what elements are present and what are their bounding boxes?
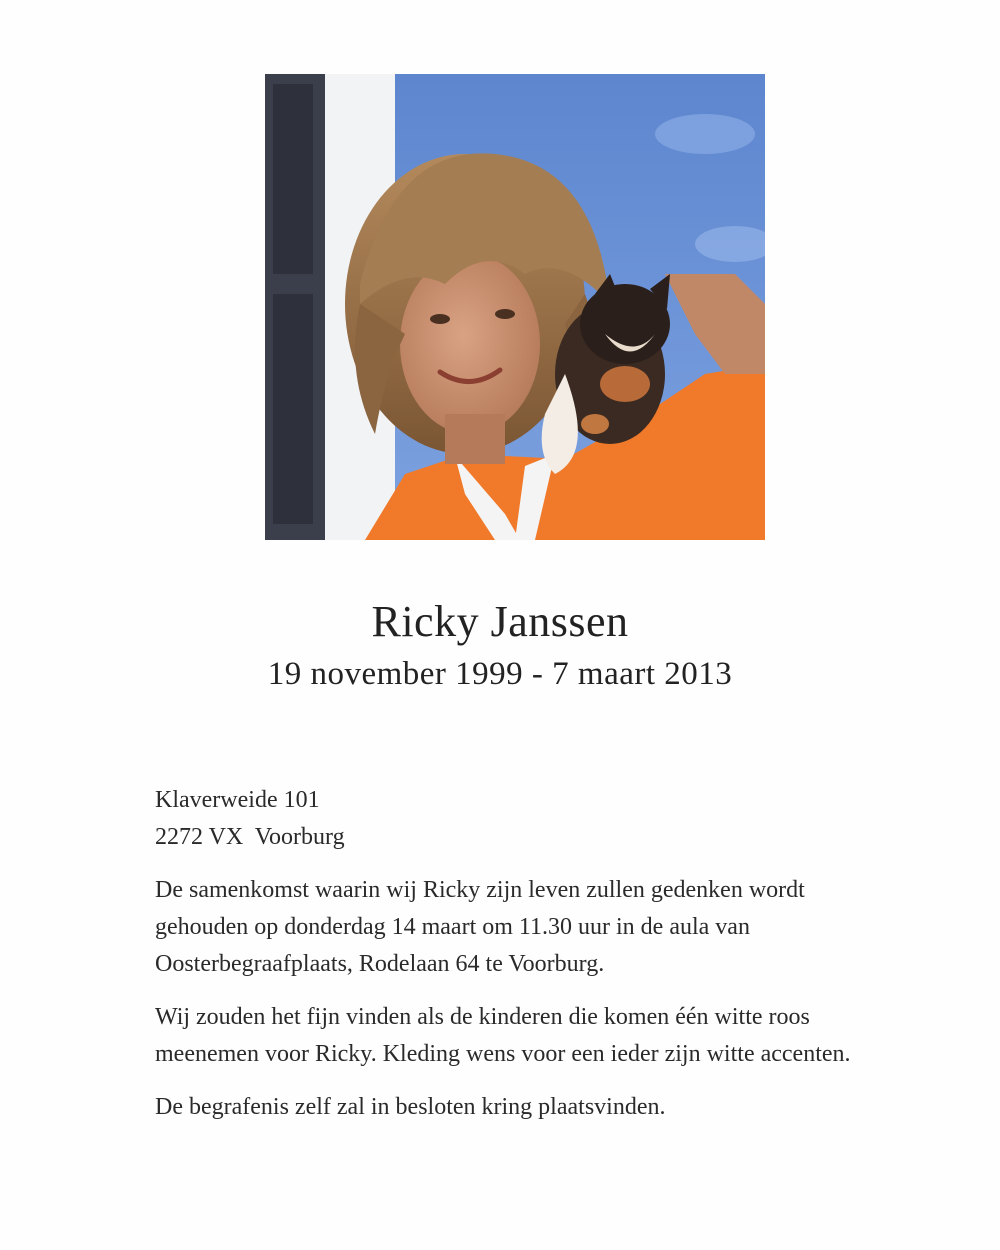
deceased-name: Ricky Janssen: [371, 597, 629, 646]
portrait-photo: [265, 74, 765, 540]
portrait-illustration: [265, 74, 765, 540]
address-postal-city: 2272 VX Voorburg: [155, 824, 345, 850]
paragraph-burial: De begrafenis zelf zal in besloten kring plaatsvinden.: [155, 1094, 666, 1120]
announcement-body: [155, 782, 875, 1142]
paragraph-gathering: De samenkomst waarin wij Ricky zijn leven zullen gedenken wordt gehouden op donderdag 14 maart om 11.30 uur in de aula van Oosterbegraafplaats, Rodelaan 64 te Voorburg.: [155, 877, 805, 977]
address-block: [155, 782, 875, 856]
paragraph-white-rose: Wij zouden het fijn vinden als de kinderen die komen één witte roos meenemen voor Ricky. Kleding wens voor een ieder zijn witte accenten.: [155, 1004, 851, 1067]
life-dates: 19 november 1999 - 7 maart 2013: [267, 656, 733, 692]
address-street: Klaverweide 101: [155, 787, 320, 813]
